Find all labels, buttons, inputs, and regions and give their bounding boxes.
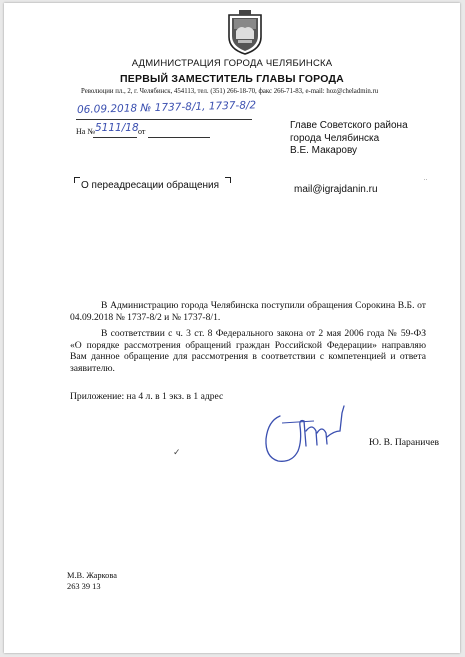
redacted-area-address [274,168,424,182]
body-paragraph-2: В соответствии с ч. 3 ст. 8 Федерального закона от 2 мая 2006 года № 59-ФЗ «О порядке рассмотрения обращений граждан Российской Федерации» направляю Вам данное обращение для рассмотрения в соответствии с компетенцией и ответа заявителю. [70,328,426,374]
document-page [4,3,460,653]
subject-corner-left [74,177,80,183]
signer-name: Ю. В. Параничев [369,437,439,448]
coat-of-arms-icon [226,9,264,55]
body-paragraph-1: В Администрацию города Челябинска поступили обращения Сорокина В.Б. от 04.09.2018 № 1737-8/2 и № 1737-8/1. [70,300,426,323]
recipient-line-2: города Челябинска [290,132,380,144]
attachment-note: Приложение: на 4 л. в 1 экз. в 1 адрес [70,391,224,402]
redacted-area-contact [276,196,422,215]
recipient-line-1: Главе Советского района [290,120,408,131]
subject-corner-right [225,177,231,183]
ref-underline [93,137,137,138]
recipient-line-3: В.Е. Макарову [290,145,358,156]
tick-mark: ✓ [173,447,181,457]
handwritten-date-number: 06.09.2018 № 1737-8/1, 1737-8/2 [76,99,257,116]
handwritten-signature [260,401,352,466]
subject-line: О переадресации обращения [81,180,220,191]
date-underline [76,119,252,120]
sender-position: ПЕРВЫЙ ЗАМЕСТИТЕЛЬ ГЛАВЫ ГОРОДА [120,73,344,85]
executor-name: М.В. Жаркова [67,571,117,580]
redacted-area-middle [164,262,272,281]
executor-phone: 263 39 13 [67,582,101,591]
ot-underline [148,137,210,138]
na-label: На № [76,127,95,136]
executor-block [67,570,117,592]
recipient-block [290,120,450,158]
handwritten-reference-number: 5111/18 [95,122,139,134]
sender-address: Революции пл., 2, г. Челябинск, 454113, тел. (351) 266-18-70, факс 266-71-83, e-mail: hoz@cheladmin.ru [81,88,379,95]
applicant-email: mail@igrajdanin.ru [294,184,378,195]
ot-label: от [137,127,146,136]
org-name: АДМИНИСТРАЦИЯ ГОРОДА ЧЕЛЯБИНСКА [131,58,333,69]
